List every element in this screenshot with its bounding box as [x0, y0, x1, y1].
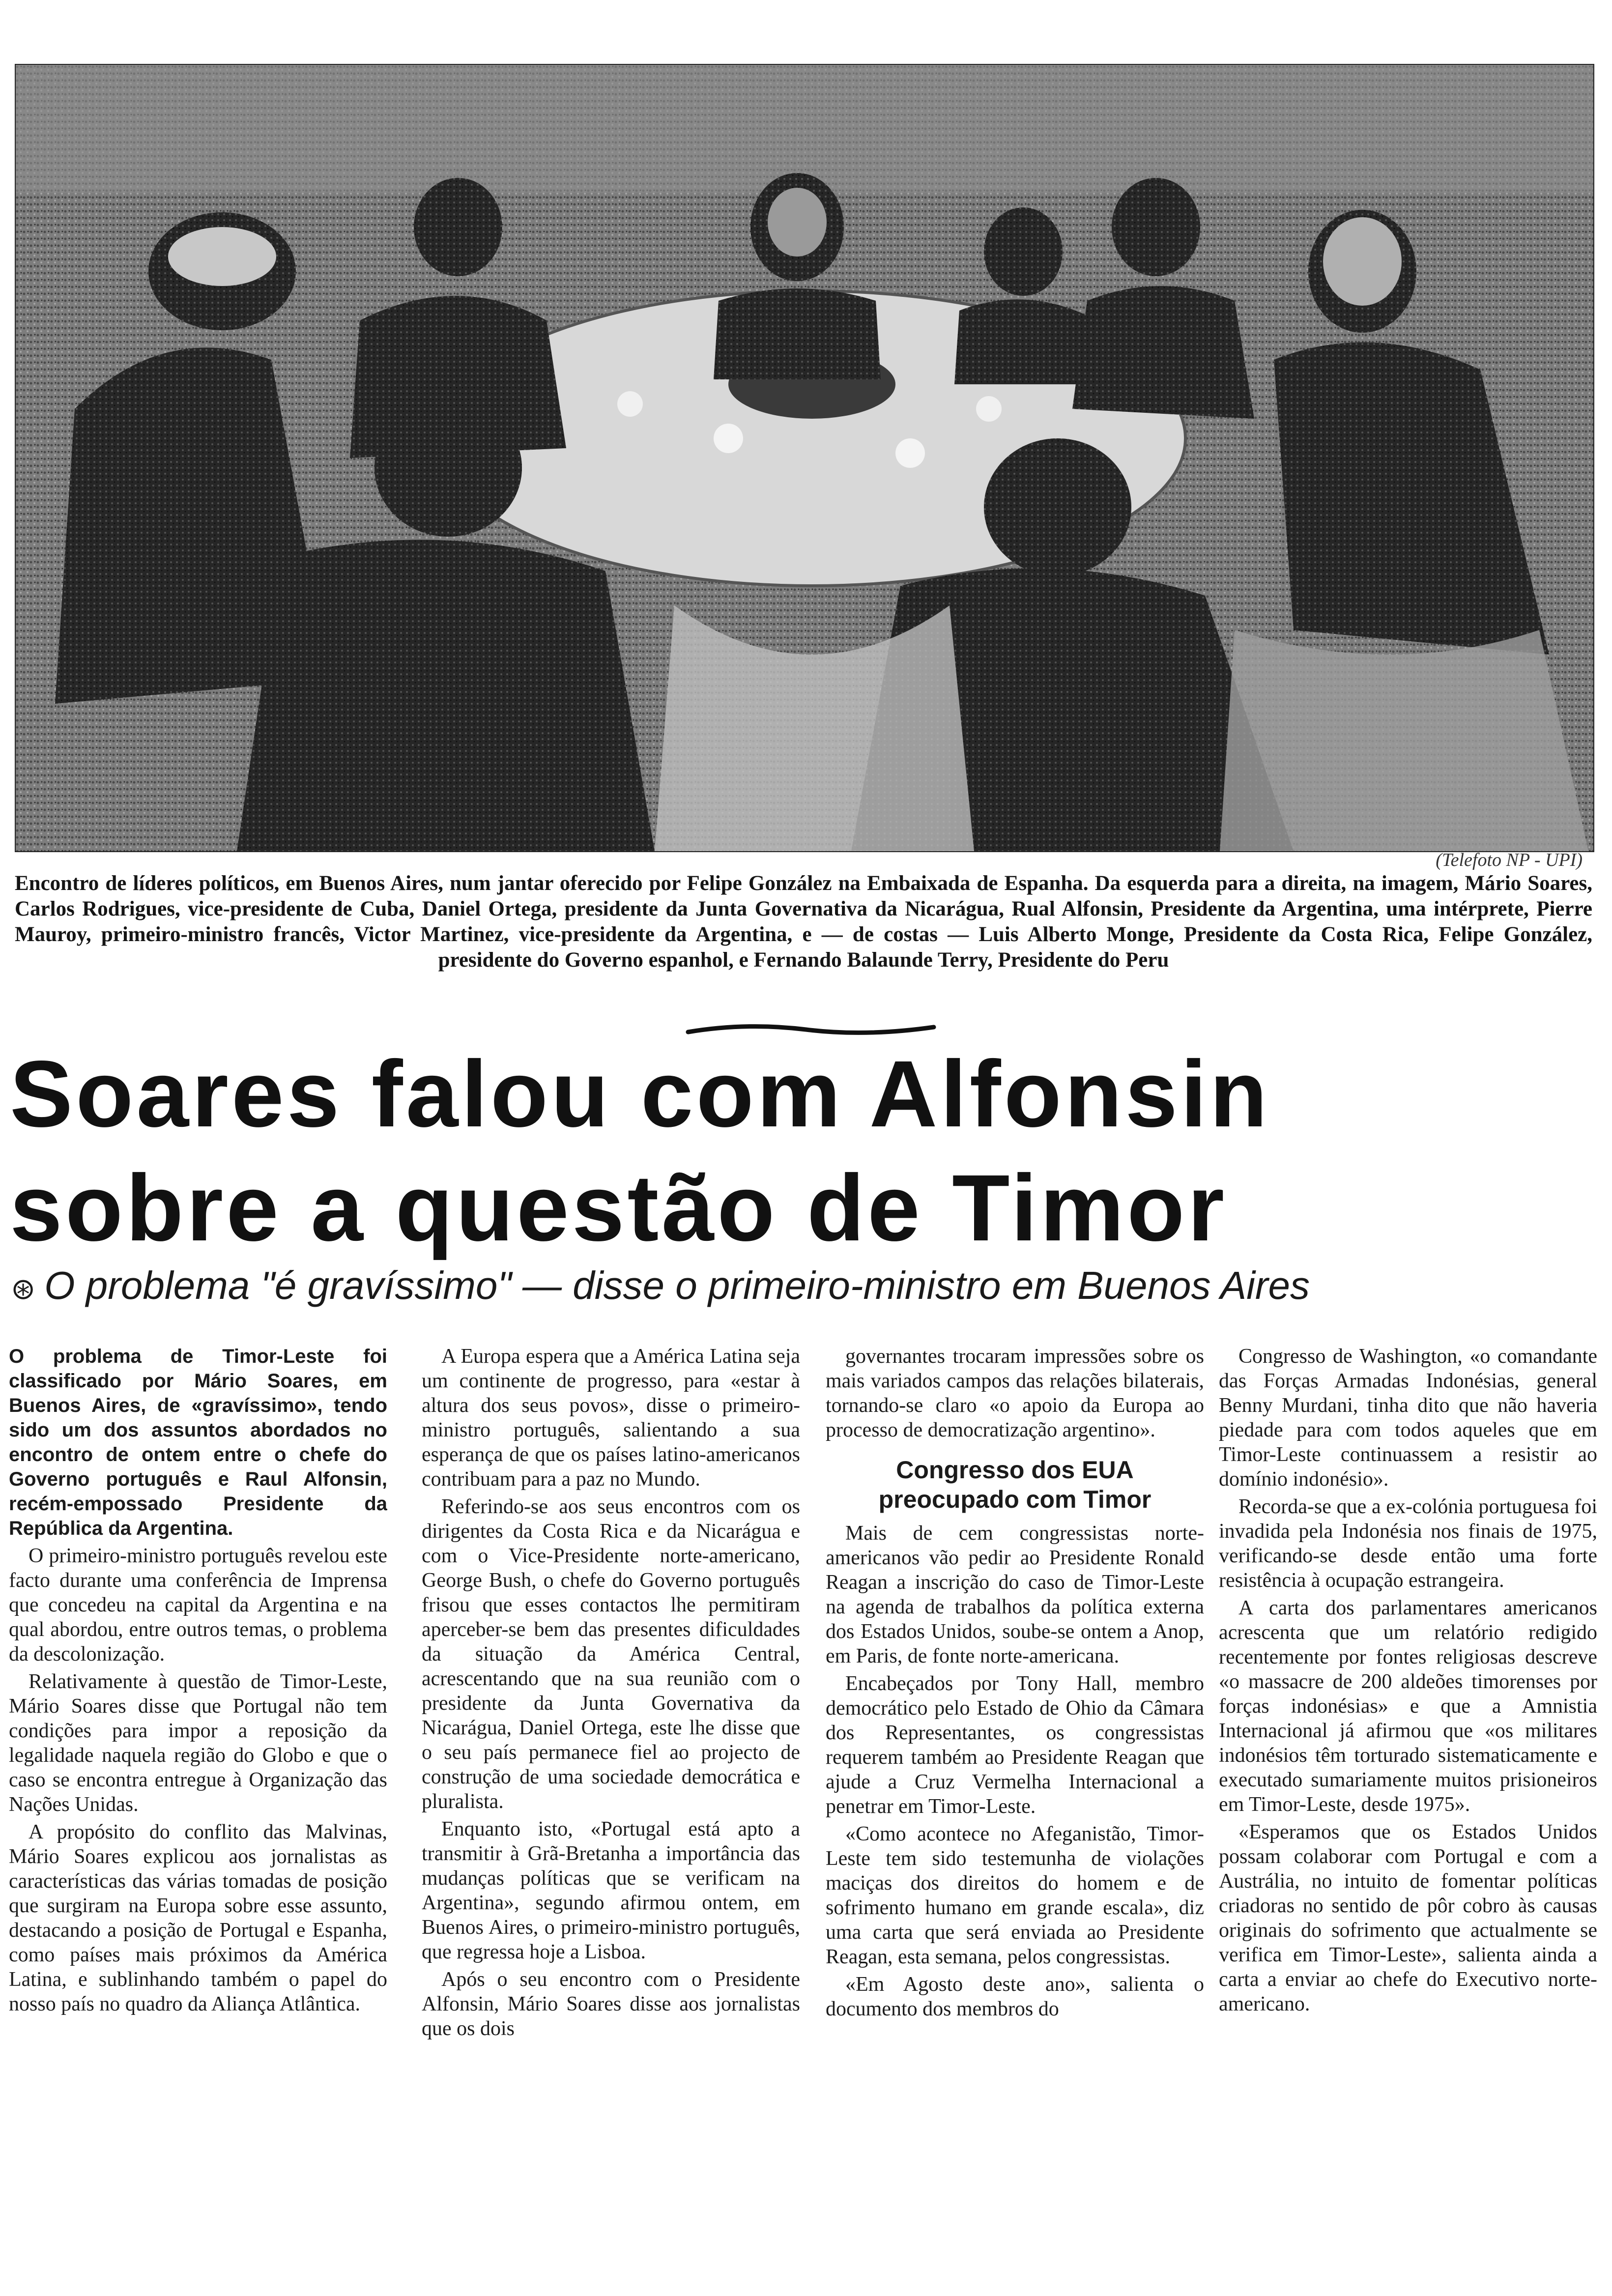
article-column-1 [9, 1344, 387, 2229]
paragraph: Recorda-se que a ex-colónia portuguesa foi invadida pela Indonésia nos finais de 1975, verificando-se desde então uma forte resistência à ocupação estrangeira. [1219, 1495, 1597, 1592]
paragraph: «Em Agosto deste ano», salienta o documento dos membros do [826, 1973, 1204, 2020]
bullet-icon: ⊛ [11, 1272, 36, 1305]
headline-line-2: sobre a questão de Timor [10, 1155, 1228, 1261]
photo-credit: (Telefoto NP - UPI) [1436, 850, 1583, 870]
lead-paragraph: O problema de Timor-Leste foi classificado por Mário Soares, em Buenos Aires, de «gravíssimo», tendo sido um dos assuntos abordados no encontro de ontem entre o chefe do Governo português e Raul Alfonsin, recém-empossado Presidente da República da Argentina. [9, 1346, 387, 1539]
pen-mark-icon [678, 1003, 953, 1081]
photo-caption: Encontro de líderes políticos, em Buenos Aires, num jantar oferecido por Felipe González na Embaixada de Espanha. Da esquerda para a direita, na imagem, Mário Soares, Carlos Rodrigues, vice-presidente de Cuba, Daniel Ortega, presidente da Junta Governativa da Nicarágua, Rual Alfonsin, Presidente da Argentina, uma intérprete, Pierre Mauroy, primeiro-ministro francês, Victor Martinez, vice-presidente da Argentina, e — de costas — Luis Alberto Monge, Presidente da Costa Rica, Felipe González, presidente do Governo espanhol, e Fernando Balaunde Terry, Presidente do Peru [15, 872, 1592, 972]
paragraph: «Esperamos que os Estados Unidos possam colaborar com Portugal e com a Austrália, no intuito de fomentar políticas criadoras no sentido de pôr cobro às causas originais do sofrimento que actualmente se verifica em Timor-Leste», salienta ainda a carta a enviar ao chefe do Executivo norte-americano. [1219, 1821, 1597, 2015]
paragraph: Relativamente à questão de Timor-Leste, Mário Soares disse que Portugal não tem condições para impor a reposição da legalidade naquela região do Globo e que o caso se encontra entregue à Organização das Nações Unidas. [9, 1670, 387, 1816]
paragraph: Encabeçados por Tony Hall, membro democrático pelo Estado de Ohio da Câmara dos Representantes, os congressistas requerem também ao Presidente Reagan que ajude a Cruz Vermelha Internacional a penetrar em Timor-Leste. [826, 1672, 1204, 1818]
paragraph: Mais de cem congressistas norte-americanos vão pedir ao Presidente Ronald Reagan a inscrição do caso de Timor-Leste na agenda de trabalhos da política externa dos Estados Unidos, soube-se ontem a Anop, em Paris, de fonte norte-americana. [826, 1522, 1204, 1667]
paragraph: Após o seu encontro com o Presidente Alfonsin, Mário Soares disse aos jornalistas que os dois [422, 1968, 800, 2040]
article-column-4 [1219, 1344, 1597, 2239]
paragraph: O primeiro-ministro português revelou este facto durante uma conferência de Imprensa que concedeu na capital da Argentina e na qual abordou, entre outros temas, o problema da descolonização. [9, 1545, 387, 1665]
paragraph: Referindo-se aos seus encontros com os dirigentes da Costa Rica e da Nicarágua e com o Vice-Presidente norte-americano, George Bush, o chefe do Governo português frisou que esses contactos lhe permitiram aperceber-se bem das presentes dificuldades da situação da América Central, acrescentando que na sua reunião com o presidente da Junta Governativa da Nicarágua, Daniel Ortega, este lhe disse que o seu país permanece fiel ao projecto de construção de uma sociedade democrática e pluralista. [422, 1495, 800, 1813]
paragraph: governantes trocaram impressões sobre os mais variados campos das relações bilaterais, tornando-se claro «o apoio da Europa ao processo de democratização argentino». [826, 1345, 1204, 1441]
handwritten-annotation [678, 1003, 953, 1081]
article-subheadline [11, 1261, 1593, 1314]
section-heading: Congresso dos EUA preocupado com Timor [878, 1456, 1151, 1513]
headline-line-1: Soares falou com Alfonsin [10, 1041, 1270, 1147]
paragraph: A propósito do conflito das Malvinas, Mário Soares explicou aos jornalistas as características das várias tomadas de posição que surgiram na Europa sobre esse assunto, destacando a posição de Portugal e Espanha, como países mais próximos da América Latina, e sublinhando também o papel do nosso país no quadro da Aliança Atlântica. [9, 1821, 387, 2015]
dinner-photo [15, 64, 1594, 852]
paragraph: A Europa espera que a América Latina seja um continente de progresso, para «estar à altura dos seus povos», disse o primeiro-ministro português, salientando a sua esperança de que os países latino-americanos contribuam para a paz no Mundo. [422, 1345, 800, 1491]
dinner-photo-image [16, 65, 1593, 851]
paragraph: «Como acontece no Afeganistão, Timor-Leste tem sido testemunha de violações maciças dos direitos do homem e de sofrimento humano em grande escala», diz uma carta que será enviada ao Presidente Reagan, esta semana, pelos congressistas. [826, 1823, 1204, 1968]
subhead-text: O problema "é gravíssimo" — disse o primeiro-ministro em Buenos Aires [44, 1263, 1310, 1307]
paragraph: Congresso de Washington, «o comandante das Forças Armadas Indonésias, general Benny Murdani, tinha dito que não haveria piedade para com todos aqueles que em Timor-Leste continuassem a resistir ao domínio indonésio». [1219, 1345, 1597, 1491]
paragraph: Enquanto isto, «Portugal está apto a transmitir à Grã-Bretanha a importância das mudanças políticas que se verificam na Argentina», segundo afirmou ontem, em Buenos Aires, o primeiro-ministro português, que regressa hoje a Lisboa. [422, 1818, 800, 1963]
article-column-3 [826, 1344, 1204, 2239]
article-column-2 [422, 1344, 800, 2229]
paragraph: A carta dos parlamentares americanos acrescenta que um relatório redigido recentemente por fontes religiosas descreve «o massacre de 200 aldeões timorenses por forças indonésias» e que a Amnistia Internacional já afirmou que «os militares indonésios têm torturado sistematicamente e executado sumariamente muitos prisioneiros em Timor-Leste, desde 1975». [1219, 1597, 1597, 1816]
